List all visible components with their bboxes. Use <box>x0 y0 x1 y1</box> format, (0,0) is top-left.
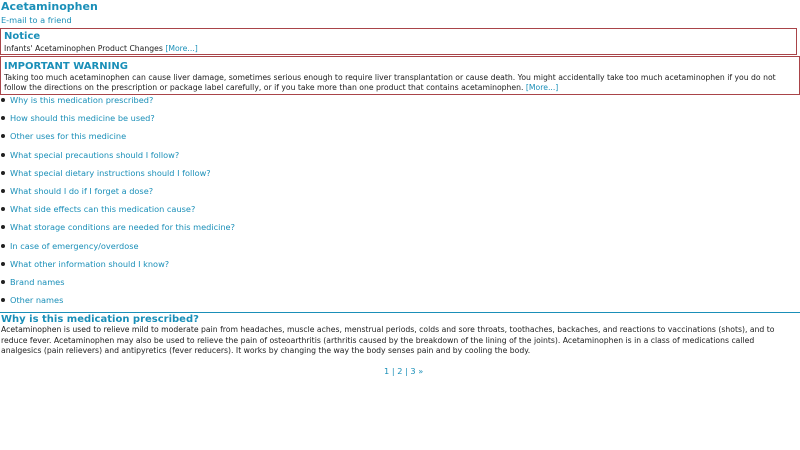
bullet-icon <box>1 134 5 138</box>
notice-box <box>0 28 797 55</box>
toc-link-why-prescribed[interactable]: Why is this medication prescribed? <box>10 95 154 105</box>
bullet-icon <box>1 207 5 211</box>
email-friend-link[interactable]: E-mail to a friend <box>1 15 72 25</box>
section-heading: Why is this medication prescribed? <box>1 314 199 325</box>
notice-heading: Notice <box>4 31 41 42</box>
pager-separator: | <box>389 366 398 376</box>
bullet-icon <box>1 298 5 302</box>
bullet-icon <box>1 262 5 266</box>
next-page-link[interactable]: » <box>415 366 424 376</box>
page-1-link[interactable]: 1 <box>384 366 390 376</box>
warning-text <box>4 73 794 92</box>
warning-heading: IMPORTANT WARNING <box>4 61 128 72</box>
toc-link-other-info[interactable]: What other information should I know? <box>10 258 170 269</box>
section-divider <box>0 312 800 313</box>
warning-message: Taking too much acetaminophen can cause liver damage, sometimes serious enough to require liver transplantation or cause death. You might accidentally take too much acetaminophen if you do not follow the directions on the prescription or package label carefully, or if you take more than one product that contains acetaminophen. <box>4 73 776 92</box>
warning-more-link[interactable]: [More...] <box>525 82 559 92</box>
bullet-icon <box>1 98 5 102</box>
bullet-icon <box>1 153 5 157</box>
pagination <box>384 366 423 376</box>
toc-link-storage[interactable]: What storage conditions are needed for this medicine? <box>10 222 235 233</box>
toc-link-other-names[interactable]: Other names <box>10 295 64 306</box>
toc-link-how-used[interactable]: How should this medicine be used? <box>10 113 155 124</box>
toc-link-side-effects[interactable]: What side effects can this medication cause? <box>10 204 196 215</box>
page-2-link[interactable]: 2 <box>397 366 403 376</box>
warning-box <box>0 56 800 95</box>
toc-link-other-uses[interactable]: Other uses for this medicine <box>10 131 127 142</box>
bullet-icon <box>1 280 5 284</box>
pager-separator: | <box>402 366 411 376</box>
toc-link-precautions[interactable]: What special precautions should I follow? <box>10 149 180 160</box>
bullet-icon <box>1 244 5 248</box>
toc-link-emergency[interactable]: In case of emergency/overdose <box>10 240 139 251</box>
section-body: Acetaminophen is used to relieve mild to moderate pain from headaches, muscle aches, menstrual periods, colds and sore throats, toothaches, backaches, and reactions to vaccinations (shots), and to reduce fever. Acetaminophen may also be used to relieve the pain of osteoarthritis (arthritis caused by the breakdown of the lining of the joints). Acetaminophen is in a class of medications called analgesics (pain relievers) and antipyretics (fever reducers). It works by changing the way the body senses pain and by cooling the body. <box>1 325 775 355</box>
bullet-icon <box>1 116 5 120</box>
bullet-icon <box>1 171 5 175</box>
notice-message: Infants' Acetaminophen Product Changes <box>4 44 163 53</box>
notice-text <box>4 44 198 53</box>
toc-link-forget-dose[interactable]: What should I do if I forget a dose? <box>10 185 154 196</box>
page-title: Acetaminophen <box>1 0 98 13</box>
toc-link-dietary[interactable]: What special dietary instructions should I follow? <box>10 167 211 178</box>
toc-link-brand-names[interactable]: Brand names <box>10 276 65 287</box>
bullet-icon <box>1 189 5 193</box>
bullet-icon <box>1 225 5 229</box>
notice-more-link[interactable]: [More...] <box>165 44 198 53</box>
page-3-link[interactable]: 3 <box>410 366 416 376</box>
